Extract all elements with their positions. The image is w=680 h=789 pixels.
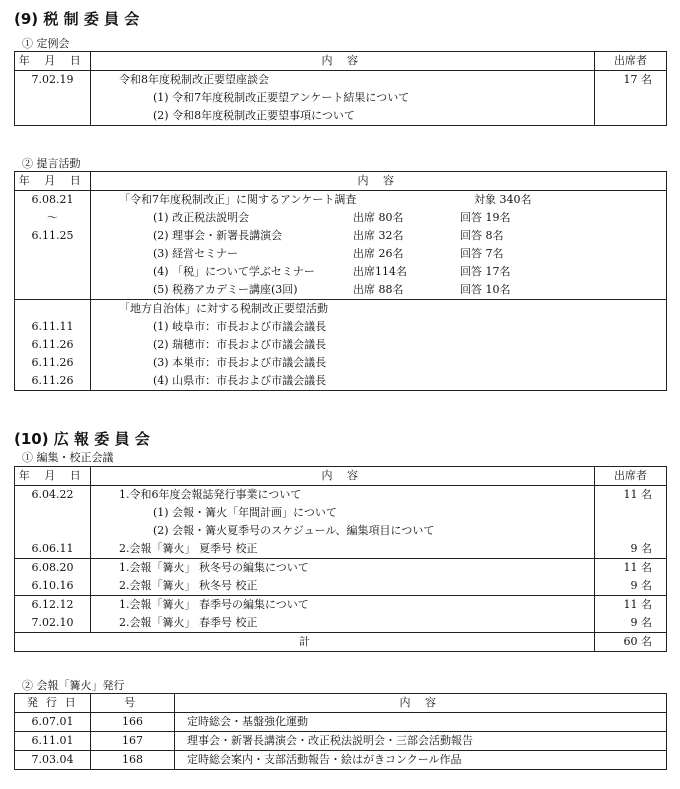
table-row [15,751,667,770]
table-row [15,732,667,751]
total-row [15,633,667,652]
survey-answers: 回答 8名 [460,229,504,242]
row-attendance: 9 名 [630,579,652,592]
survey-item: (2) 理事会・新署長講演会 [153,229,283,242]
row-content: 2.会報「篝火」 夏季号 校正 [91,540,595,559]
survey-answers: 回答 19名 [460,211,511,224]
survey-attendance: 出席 88名 [353,283,404,296]
total-attendance: 60 名 [595,633,667,652]
table-row [15,300,667,319]
header-attendance: 出席者 [595,467,667,486]
row-date: 6.11.26 [15,372,91,391]
survey-attendance: 出席 32名 [353,229,404,242]
survey-answers: 回答 17名 [460,265,511,278]
table-row [15,614,667,633]
table-header [15,52,667,71]
regular-meeting-table [14,51,667,126]
row-content: 1.会報「篝火」 春季号の編集について [91,596,595,615]
section-9-sub1: ① 定例会 [22,37,70,50]
row-date-from: 6.08.21 [15,191,91,210]
table-row [15,504,667,522]
row-date: 6.12.12 [15,596,91,615]
row-content: 1.令和6年度会報誌発行事業について [91,486,595,505]
row-content: 定時総会案内・支部活動報告・絵はがきコンクール作品 [175,751,667,770]
header-content: 内 容 [91,52,595,71]
row-attendance: 9 名 [630,542,652,555]
row-content: 2.会報「篝火」 春季号 校正 [91,614,595,633]
row-date: 6.11.26 [15,354,91,372]
row-date: 7.03.04 [15,751,91,770]
survey-attendance: 出席 26名 [353,247,404,260]
survey-item: (3) 経営セミナー [153,247,239,260]
local-item: (3) 本巣市：市長および市議会議長 [153,356,327,369]
header-content: 内 容 [175,694,667,713]
table-header [15,467,667,486]
header-issue-date: 発 行 日 [15,694,91,713]
survey-title: 「令和7年度税制改正」に関するアンケート調査 [119,193,357,206]
row-subitem: (1) 令和7年度税制改正要望アンケート結果について [91,89,595,107]
row-attendance: 17 名 [623,73,652,86]
table-row [15,354,667,372]
row-date-to: 6.11.25 [15,227,91,245]
row-attendance: 9 名 [630,616,652,629]
row-content: 令和8年度税制改正要望座談会 [91,71,595,90]
row-subitem: (2) 会報・篝火夏季号のスケジュール、編集項目について [91,522,595,540]
table-row [15,540,667,559]
row-attendance: 11 名 [595,559,667,578]
row-date: 6.11.01 [15,732,91,751]
table-row [15,318,667,336]
section-9-sub2: ② 提言活動 [22,157,81,170]
table-row [15,281,667,300]
table-row [15,596,667,615]
table-row [15,263,667,281]
table-header [15,694,667,713]
row-date: 6.08.20 [15,559,91,578]
row-date: 6.06.11 [15,540,91,559]
row-tilde: 〜 [15,209,91,227]
header-issue-number: 号 [91,694,175,713]
survey-item: (5) 税務アカデミー講座(3回) [153,283,298,296]
header-date: 年 月 日 [15,52,91,71]
table-row [15,577,667,596]
row-issue-number: 168 [91,751,175,770]
table-header [15,172,667,191]
editing-meeting-table [14,466,667,652]
survey-answers: 回答 7名 [460,247,504,260]
row-date: 6.10.16 [15,577,91,596]
section-10-sub1: ① 編集・校正会議 [22,451,114,464]
proposal-activity-table [14,171,667,391]
row-date: 6.11.26 [15,336,91,354]
survey-attendance: 出席 80名 [353,211,404,224]
local-item: (1) 岐阜市：市長および市議会議長 [153,320,327,333]
survey-answers: 回答 10名 [460,283,511,296]
table-row [15,89,667,107]
local-activity-title: 「地方自治体」に対する税制改正要望活動 [91,300,667,319]
table-row [15,486,667,505]
row-issue-number: 166 [91,713,175,732]
table-row [15,107,667,126]
row-content: 2.会報「篝火」 秋冬号 校正 [91,577,595,596]
header-content: 内 容 [91,467,595,486]
total-label: 計 [15,633,595,652]
survey-item: (1) 改正税法説明会 [153,211,250,224]
local-item: (2) 瑞穂市：市長および市議会議長 [153,338,327,351]
publication-table [14,693,667,770]
row-content: 定時総会・基盤強化運動 [187,715,308,728]
table-row [15,713,667,732]
row-subitem: (1) 会報・篝火「年間計画」について [91,504,595,522]
header-date: 年 月 日 [15,172,91,191]
row-date: 7.02.10 [15,614,91,633]
survey-target: 対象 340名 [474,193,532,206]
table-row [15,522,667,540]
table-row [15,209,667,227]
section-10-title: (10) 広 報 委 員 会 [14,430,150,448]
header-content: 内 容 [91,172,667,191]
table-row [15,559,667,578]
header-attendance: 出席者 [595,52,667,71]
row-content: 理事会・新署長講演会・改正税法説明会・三部会活動報告 [175,732,667,751]
table-row [15,71,667,90]
row-content: 1.会報「篝火」 秋冬号の編集について [91,559,595,578]
table-row [15,245,667,263]
section-9-title: (9) 税 制 委 員 会 [14,10,140,28]
survey-item: (4) 「税」について学ぶセミナー [153,265,315,278]
table-row [15,227,667,245]
table-row [15,336,667,354]
table-row [15,372,667,391]
table-row [15,191,667,210]
row-subitem: (2) 令和8年度税制改正要望事項について [91,107,595,126]
row-issue-number: 167 [91,732,175,751]
row-date: 6.11.11 [15,318,91,336]
survey-attendance: 出席114名 [353,265,407,278]
row-date: 6.04.22 [15,486,91,505]
header-date: 年 月 日 [15,467,91,486]
section-10-sub2: ② 会報「篝火」発行 [22,679,125,692]
row-date: 7.02.19 [15,71,91,90]
row-attendance: 11 名 [595,596,667,615]
row-attendance: 11 名 [623,488,652,501]
local-item: (4) 山県市：市長および市議会議長 [153,374,327,387]
row-date: 6.07.01 [15,713,91,732]
